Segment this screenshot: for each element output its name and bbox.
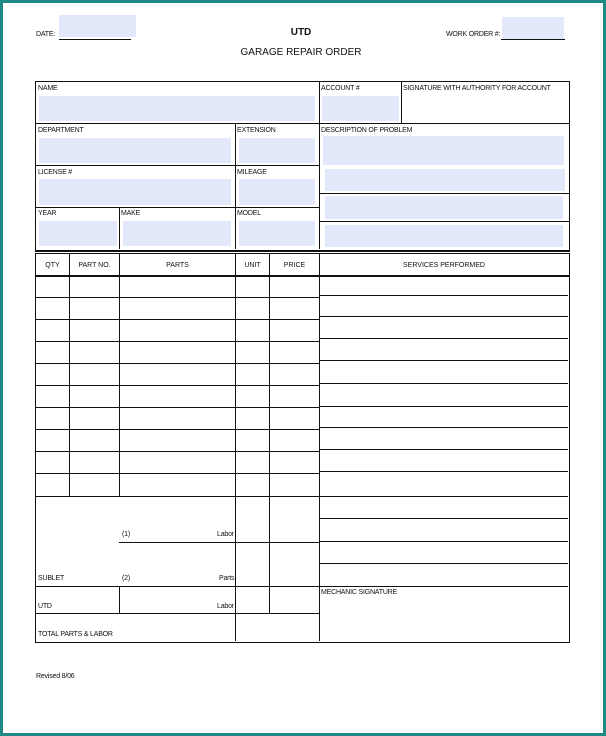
col-parts: PARTS	[166, 262, 189, 269]
revised-note: Revised 8/06	[36, 673, 75, 680]
work-order-label: WORK ORDER #:	[446, 31, 501, 38]
make-label: MAKE	[121, 210, 141, 217]
mileage-label: MILEAGE	[237, 169, 267, 176]
labor3-label: Labor	[217, 603, 234, 610]
department-label: DEPARTMENT	[38, 127, 84, 134]
mechanic-signature-label: MECHANIC SIGNATURE	[321, 589, 397, 596]
parts2-number: (2)	[122, 575, 130, 582]
form-page	[3, 3, 603, 733]
total-label: TOTAL PARTS & LABOR	[38, 631, 113, 638]
parts2-label: Parts	[219, 575, 235, 582]
extension-label: EXTENSION	[237, 127, 276, 134]
org-title: UTD	[290, 27, 312, 38]
name-label: NAME	[38, 85, 58, 92]
model-label: MODEL	[237, 210, 261, 217]
account-label: ACCOUNT #	[321, 85, 360, 92]
description-label: DESCRIPTION OF PROBLEM	[321, 127, 413, 134]
col-unit: UNIT	[244, 262, 261, 269]
sublet-label: SUBLET	[38, 575, 65, 582]
col-price: PRICE	[283, 262, 306, 269]
col-services: SERVICES PERFORMED	[403, 262, 485, 269]
form-title: GARAGE REPAIR ORDER	[240, 47, 362, 58]
year-label: YEAR	[38, 210, 57, 217]
col-qty: QTY	[45, 262, 60, 269]
col-part-no: PART NO.	[78, 262, 111, 269]
table-grid	[3, 3, 603, 733]
labor1-label: Labor	[217, 531, 234, 538]
utd-label: UTD	[38, 603, 52, 610]
date-label: DATE:	[36, 31, 56, 38]
signature-authority-label: SIGNATURE WITH AUTHORITY FOR ACCOUNT	[403, 85, 551, 92]
labor1-number: (1)	[122, 531, 130, 538]
license-label: LICENSE #	[38, 169, 72, 176]
